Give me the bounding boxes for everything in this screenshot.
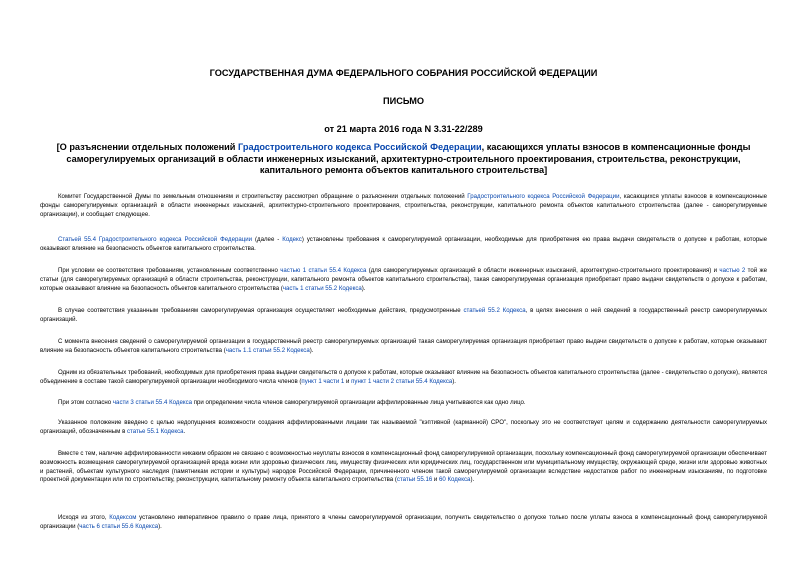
p1-text-2: , касающихся уплаты взносов в компенсационные фонды саморегулируемых организаций в области инженерных изысканий, архитектурно-строительного проектирования, строительства, реконструкции, капитального ремонта объектов капитального строительства (далее - саморегулируемые организации), и сообщает следующее. — [40, 193, 767, 218]
paragraph-6 — [40, 369, 767, 387]
p10-text-2: установлено императивное правило о праве лица, принятого в члены саморегулируемой организации, получить свидетельство о допуске только после уплаты взноса в компенсационный фонд саморегулируемой организации ( — [40, 514, 767, 530]
p9-article-55-16-link[interactable]: статьи 55.16 — [396, 476, 433, 484]
paragraph-8 — [40, 419, 767, 437]
p3-text-3: той же статьи (для саморегулируемых организаций в области строительства, реконструкции, капитального ремонта объектов капитального строительства), такая саморегулируемая организация приобретает право выдачи свидетельств о допуске к работам, которые оказывают влияние на безопасность объектов капитального строительства ( — [40, 267, 768, 292]
p6-point1-part1-link[interactable]: пункт 1 части 1 — [301, 377, 345, 385]
p3-text-2: (для саморегулируемых организаций в области инженерных изысканий, архитектурно-строительного проектирования) и — [366, 267, 720, 274]
p8-text-1: Указанное положение введено с целью недопущения возможности создания аффилированными лицами так называемой "кэптивной (карманной) СРО", поскольку это не соответствует целям и содержанию деятельности саморегулируемых организаций, обозначенным в — [40, 419, 767, 435]
p9-text-3: ). — [470, 476, 475, 484]
p1-text-1: Комитет Государственной Думы по земельным отношениям и строительству рассмотрел обращение о разъяснении отдельных положений — [58, 193, 468, 200]
p6-text-1: Одним из обязательных требований, необходимых для приобретения права выдачи свидетельств о допуске к работам, которые оказывают влияние на безопасность объектов капитального строительства (далее - свидетельство о допуске), является объединение в составе такой саморегулируемой организации необходимого числа членов ( — [40, 369, 767, 385]
p3-text-4: ). — [361, 284, 366, 292]
p6-text-2: и — [344, 377, 352, 385]
p10-code-link[interactable]: Кодексом — [109, 514, 137, 521]
p1-code-link[interactable]: Градостроительного кодекса Российской Федерации — [467, 193, 620, 200]
p4-text-2: , в целях внесения о ней сведений в государственный реестр саморегулируемых организаций. — [40, 307, 767, 323]
p9-article-60-link[interactable]: 60 Кодекса — [439, 476, 471, 484]
p4-article-55-2-link[interactable]: статьей 55.2 Кодекса — [463, 307, 526, 314]
paragraph-4 — [40, 307, 767, 325]
document-date-number: от 21 марта 2016 года N 3.31-22/289 — [324, 124, 483, 134]
p3-part2-link[interactable]: частью 2 — [719, 267, 746, 274]
p3-article-55-2-link[interactable]: часть 1 статьи 55.2 Кодекса — [282, 284, 362, 292]
paragraph-3 — [40, 267, 767, 293]
p6-text-3: ). — [452, 377, 456, 385]
paragraph-10 — [40, 514, 767, 532]
document-organization: ГОСУДАРСТВЕННАЯ ДУМА ФЕДЕРАЛЬНОГО СОБРАНИЯ РОССИЙСКОЙ ФЕДЕРАЦИИ — [209, 68, 598, 78]
p5-part-1-1-link[interactable]: часть 1.1 статьи 55.2 Кодекса — [225, 346, 310, 354]
p6-point1-part2-link[interactable]: пункт 1 части 2 статьи 55.4 Кодекса — [351, 377, 453, 385]
p9-text-1: Вместе с тем, наличие аффилированности никаким образом не связано с возможностью неуплаты взносов в компенсационный фонд саморегулируемой организации, поскольку компенсационный фонд саморегулируемой организации обеспечивает возможность возмещения саморегулируемой организацией вреда жизни или здоровью физических лиц, имуществу физических или юридических лиц, государственном или муниципальному имуществу, окружающей среде, жизни или здоровью животных и растений, объектам культурного наследия (памятникам истории и культуры) народов Российской Федерации, причиненного членом такой саморегулируемой организации вследствие недостатков работ по инженерным изысканиям, по подготовке проектной документации или по строительству, реконструкции, капитальному ремонту объекта капитального строительства ( — [40, 450, 767, 484]
document-subject — [44, 142, 763, 177]
p8-article-55-1-link[interactable]: статье 55.1 Кодекса — [127, 427, 184, 435]
p2-text-2: ) установлены требования к саморегулируемой организации, необходимые для приобретения ею права выдачи свидетельств о допуске к работам, которые оказывают влияние на безопасность объектов капитального строительства. — [40, 236, 767, 252]
p5-text-2: ). — [309, 346, 314, 354]
p10-part6-link[interactable]: часть 6 статьи 55.6 Кодекса — [79, 522, 159, 530]
p4-text-1: В случае соответствия указанным требованиям саморегулируемая организация осуществляет необходимые действия, предусмотренные — [58, 307, 464, 314]
paragraph-9 — [40, 450, 767, 485]
p7-text-1: При этом согласно — [58, 399, 113, 406]
document-type: ПИСЬМО — [382, 96, 425, 106]
subject-text-2: , касающихся уплаты взносов в компенсационные фонды саморегулируемых организаций в области инженерных изысканий, архитектурно-строительного проектирования, строительства, реконструкции, капитального ремонта объектов капитального строительства] — [66, 142, 751, 175]
p2-article-55-4-link[interactable]: Статьей 55.4 Градостроительного кодекса Российской Федерации — [58, 236, 253, 243]
paragraph-2 — [40, 236, 767, 254]
p7-text-2: при определении числа членов саморегулируемой организации аффилированные лица учитываются как одно лицо. — [192, 399, 526, 406]
p8-text-2: . — [183, 427, 186, 435]
p2-text-1: (далее - — [252, 236, 283, 243]
p3-part1-link[interactable]: частью 1 статьи 55.4 Кодекса — [280, 267, 367, 274]
p10-text-1: Исходя из этого, — [58, 514, 110, 521]
p3-text-1: При условии ее соответствия требованиям, установленным соответственно — [58, 267, 281, 274]
subject-code-link[interactable]: Градостроительного кодекса Российской Федерации — [238, 142, 482, 152]
p5-text-1: С момента внесения сведений о саморегулируемой организации в государственный реестр саморегулируемых организаций такая саморегулируемая организация приобретает право выдачи свидетельств о допуске к работам, которые оказывают влияние на безопасность объектов капитального строительства ( — [40, 338, 767, 354]
p10-text-3: ). — [158, 522, 162, 530]
paragraph-1 — [40, 193, 767, 219]
subject-text-1: [О разъяснении отдельных положений — [56, 142, 239, 152]
p9-text-2: и — [432, 476, 440, 484]
p7-part3-link[interactable]: части 3 статьи 55.4 Кодекса — [112, 399, 193, 406]
paragraph-7 — [40, 399, 767, 408]
p2-code-link[interactable]: Кодекс — [282, 236, 302, 243]
paragraph-5 — [40, 338, 767, 356]
